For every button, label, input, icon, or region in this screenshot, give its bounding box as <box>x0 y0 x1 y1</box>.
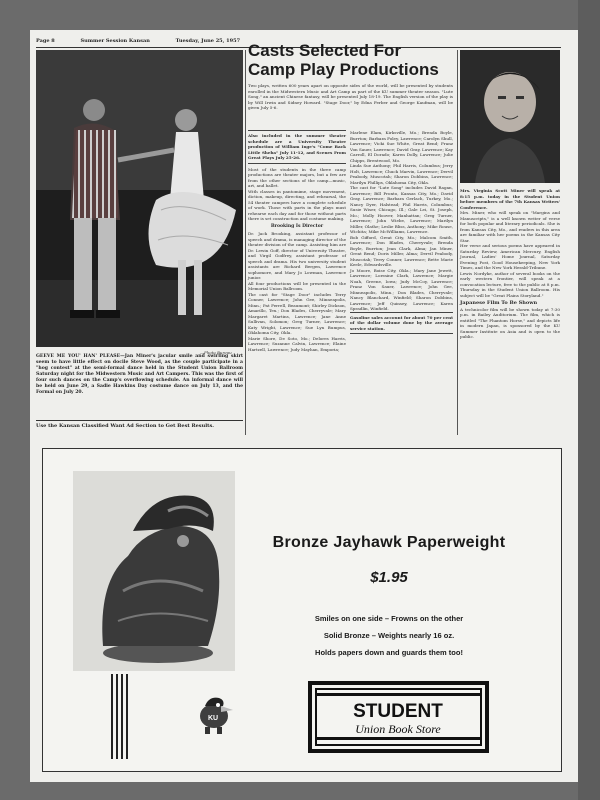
theater-schedule-box: Also included in the summer theater schedule are a University Theatre production of William Inge's "Come Back Little Sheba" July 11-12, and Scenes From Great Plays July 25-26. <box>248 130 346 164</box>
ad-title: Bronze Jayhawk Paperweight <box>272 534 506 551</box>
store-subname: Union Book Store <box>355 722 441 736</box>
paragraph: With classes in pantomime, stage movement, diction, makeup, directing, and rehearsal, the 54 theater campers have a complete schedule of work. Those with parts in the plays must rehearse each day and for those without parts there is set construction and costume making. <box>248 188 346 221</box>
paragraph: Jo Moore, Boise City, Okla.; Mary Jane Jewett, Lawrence; Lorraine Clark, Lawrence; Margie Noah, Greene, Iowa; Judy McCoy, Lawrence; Franz Von Sauer, Lawrence; John Gee, Minneapolis, Minn.; Don Blades, Cherryvale; Nancy Blanchard, Winfield; Sharon Dobbins, Lawrence; Jeff Quinsey, Lawrence; Karen Spradlin, Winfield. <box>350 267 453 311</box>
portrait-photo <box>460 50 560 183</box>
page-number: Page 8 <box>36 38 55 44</box>
ad-feature-1: Smiles on one side – Frowns on the other <box>314 614 464 623</box>
paragraph: Linda Sue Anthony; Phil Harris, Columbus; Jerry Holt, Lawrence; Chuck Marvin, Lawrence; Dervil Peabody, Muscotah; Sharon Dobbins, Lawrence; Marilyn Phillips, Oklahoma City, Okla. <box>350 163 453 185</box>
paragraph: Bob Gifford, Great City, Mo.; Malcom Smith, Lawrence; Don Blades, Cherryvale; Brenda Boyle, Burrton; Jean Clark, Alma; Jan Miner, Great Bend; Doris Miller, Alma; Dervil Peabody, Muscotah; Terry Conner, Lawrence; Bette Marie Keele, Edwardsville. <box>350 234 453 267</box>
classified-notice: Use the Kansan Classified Want Ad Section to Get Best Results. <box>36 420 243 429</box>
scan-margin <box>578 0 600 800</box>
paragraph: Dr. Jack Brooking, assistant professor of speech and drama, is managing director of the theater division of the camp. Assisting him are Dr. Lewin Goff, director of University Theatre, and Virgil Godfrey, assistant professor of speech and drama. His two university student assistants are Richard Bergen, Lawrence sophomore, and Mary Jo Lowman, Lawrence junior. <box>248 231 346 280</box>
paragraph: Mrs. Miner, who will speak on "Margins and Manuscripts," is a well known writer of verse for both popular and literary periodicals. She is from Kansas City, Mo., and readers in this area are familiar with her poems in the Kansas City Star. <box>460 210 560 243</box>
right-column <box>460 188 560 340</box>
article-column-2 <box>248 130 346 352</box>
issue-date: Tuesday, June 25, 1957 <box>175 38 241 44</box>
paragraph: The cast for "Lute Song" includes David Ragan, Lawrence; Bill Pronto, Kansas City, Mo.; David Gray, Lawrence; Barbara Gerlach, Turkey, Mo.; Nancy Dyer, Halstead; Phil Harris, Columbus; Susie Wiser, Chicago, Ill.; Gale Lei, St. Joseph, Mo.; Molly Hoover, Manhattan; Greg Turner, Lawrence; John Wiebe, Lawrence; Marilyn Miller, Olathe; Leslie Bliss, Anthony; Mike Rouse, Wichita; Mike McWilliams, Lawrence. <box>350 185 453 234</box>
mascot-label: KU <box>208 715 219 722</box>
paragraph: Mrs. Virginia Scott Miner will speak at 8:15 p.m. today in the Student Union before members of the 7th Kansas Writers' Conference. <box>460 188 560 210</box>
paragraph: Marie Shore, De Soto, Mo.; Delores Harris, Lawrence; Suzanne Calvin, Lawrence; Elaine Hartzell, Lawrence; Judy Mayhan, Emporia; <box>248 335 346 352</box>
ad-price: $1.95 <box>370 569 408 586</box>
decorative-lines <box>111 674 131 759</box>
paperweight-ad <box>42 448 562 772</box>
column-rule <box>245 50 246 435</box>
store-logo <box>306 679 491 755</box>
store-name: STUDENT <box>353 701 443 722</box>
dance-photo <box>36 50 243 347</box>
column-rule <box>457 50 458 435</box>
film-subheading: Japanese Film To Be Shown <box>460 300 538 306</box>
paragraph: The cast for "Stage Door" includes Terry Conner, Lawrence; John Gee, Minneapolis, Minn.; Pat Ferrell, Beaumont; Shirley Dickson, Amarillo, Tex.; Don Blades, Cherryvale; Mary Margaret Martins, Lawrence; Jane Anne Sullivan, Solomon; Greg Turner, Lawrence; Katy Wright, Lawrence; Sue Lyn Bumpus, Oklahoma City, Okla. <box>248 291 346 335</box>
paragraph: A technicolor film will be shown today at 7:30 p.m. in Bailey Auditorium. The film, which is entitled "The Phantom Horse," and depicts life in modern Japan, is sponsored by the KU Summer Institute on Asia and is open to the public. <box>460 306 560 339</box>
paragraph: Her verse and serious poems have appeared in Saturday Review, American Mercury, English Journal, Ladies' Home Journal, Saturday Evening Post, Good Housekeeping, New York Times, and the New York Herald-Tribune. <box>460 243 560 270</box>
article-column-3 <box>350 130 453 337</box>
paragraph: Most of the students in the three camp productions are theater majors, but a few are from the other sections of the camp—music, art, and ballet. <box>248 166 346 188</box>
newspaper-page <box>30 30 578 782</box>
jayhawk-mascot <box>191 692 236 737</box>
article-headline: Casts Selected For Camp Play Productions <box>248 41 439 79</box>
ad-feature-3: Holds papers down and guards them too! <box>315 648 463 657</box>
photo-credit: —Photo Bureau <box>200 350 232 355</box>
filler-note: Gasoline sales account for about 70 per cent of the dollar volume done by the average service station. <box>350 312 453 335</box>
paragraph: All four productions will be presented in the Memorial Union Ballroom. <box>248 280 346 291</box>
paperweight-photo <box>73 471 235 671</box>
paper-name: Summer Session Kansan <box>80 38 150 44</box>
photo-caption: GEEVE ME YOU' HAN' PLEASE—Jan Miner's jacular smile and swirling skirt seem to have little effect on docile Steve Wood, as the couple participate in a "hog contest" at the semi-formal dance held in the Student Union Ballroom Saturday night for the Midwestern Music and Art Campers. This was the first of four such dances on the Camp's overflowing schedule. An informal dance will be held on June 29, a Sadie Hawkins Day costume dance on July 13, and the Formal on July 20. <box>36 354 243 395</box>
paragraph: Lewis Nordyke, author of several books on the early western frontier, will speak at a convocation lecture, free to the public at 8 p.m. Thursday in the Student Union Ballroom. His subject will be "Great Plains Storyland." <box>460 270 560 298</box>
ad-feature-2: Solid Bronze – Weights nearly 16 oz. <box>323 631 455 640</box>
subheading: Brooking Is Director <box>270 223 324 229</box>
paragraph: Marlene Elam, Kirksville, Mo.; Brenda Boyle, Burrton; Barbara Foley, Lawrence; Carolyn Shull, Lawrence; Vicki Sue White, Great Bend; Franz Von Sauer, Lawrence; David Gray, Lawrence; Kay Carroll, El Dorado; Karen Dolly, Lawrence; Julie Chipps, Brentwood, Mo. <box>350 130 453 163</box>
article-lead: Two plays, written 600 years apart on opposite sides of the world, will be presented by students enrolled in the Midwestern Music and Art Camp as part of the KU summer theater season. "Lute Song," an ancient Chinese fantasy, will be presented July 18-19. The English version of the play is by Will Irwin and Sidney Howard. "Stage Door," by Edna Ferber and George Kaufman, will be given July 5-6. <box>248 83 453 110</box>
